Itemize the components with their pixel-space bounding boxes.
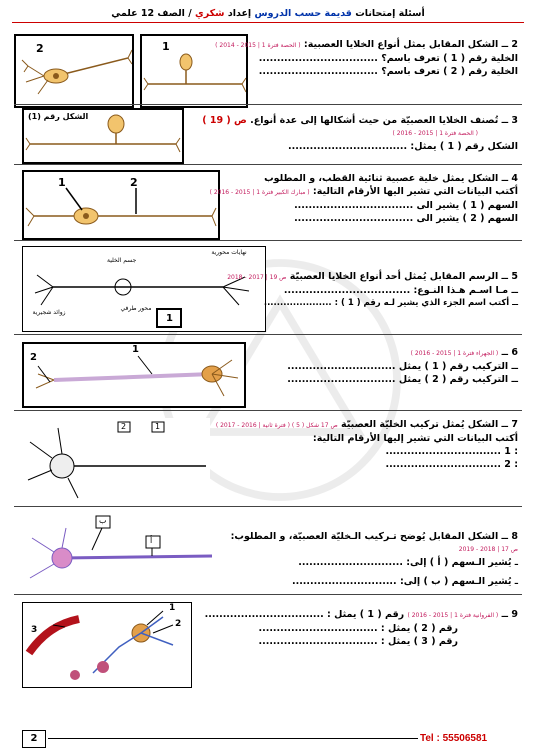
q9-ref: ( الفروانية فترة 1 | 2015 - 2016 ) <box>407 612 499 619</box>
q9-title: 9 ــ <box>501 609 518 620</box>
q9-fig-label-3: 3 <box>31 625 38 635</box>
q6-ref: ( الجهراء فترة 1 | 2015 - 2016 ) <box>410 350 499 357</box>
footer-rule <box>48 738 418 739</box>
q6-fig-label-1: 1 <box>132 344 139 355</box>
q7-line-2: : 1 ................................ <box>385 446 518 457</box>
divider <box>14 164 522 165</box>
footer-tel: Tel : 55506581 <box>420 733 488 744</box>
q2-line-1: الخلية رقم ( 1 ) تعرف باسم؟ ................................. <box>258 53 518 64</box>
q5-title: 5 ــ الرسم المقابل يُمثل أحد أنواع الخلايا العصبيّة <box>289 271 518 282</box>
q7-figure <box>22 418 210 502</box>
q9-block <box>196 608 518 648</box>
q3-figure <box>22 108 184 164</box>
q3-page-ref: ص ( 19 ) <box>202 115 247 126</box>
q2-title: 2 ــ الشكل المقابل يمثل أنواع الخلايا العصبية: <box>303 39 518 50</box>
q5-fig-label-axon-terminals: نهايات محورية <box>211 249 247 256</box>
q9-line-3: رقم ( 3 ) يمثل : ................................. <box>258 636 458 647</box>
q6-line-2: ــ التركيب رقم ( 2 ) يمثل .............................. <box>287 374 518 385</box>
q8-fig-label-b: ب <box>99 516 107 525</box>
q6-figure <box>22 342 246 408</box>
q8-fig-label-a: أ <box>150 536 153 545</box>
q4-title: 4 ــ الشكل يمثل خلية عصبية ثنائية القطب، و المطلوب <box>264 173 518 184</box>
q4-line-1: أكتب البيانات التي تشير اليها الأرقام التالية: <box>312 186 518 197</box>
q8-figure <box>22 510 218 586</box>
q5-line-1: ــ مـا اسـم هـذا النـوع: ................................... <box>283 285 518 296</box>
divider <box>14 594 522 595</box>
q8-block <box>222 530 518 588</box>
q6-line-1: ــ التركيب رقم ( 1 ) يمثل .............................. <box>287 361 518 372</box>
q8-line-1: ـ يُشير الـسهم ( أ ) إلى: ............................. <box>298 557 518 568</box>
q7-line-3: : 2 ................................ <box>385 459 518 470</box>
q6-fig-label-2: 2 <box>30 352 37 363</box>
header-grade: / الصف 12 علمي <box>111 8 192 19</box>
q2-fig-label-2: 2 <box>36 42 44 55</box>
q3-fig-label: الشكل رقم (1) <box>28 112 89 121</box>
q5-block <box>227 270 518 310</box>
q6-title: 6 ــ <box>501 347 518 358</box>
q3-block <box>190 114 518 153</box>
divider <box>14 506 522 507</box>
header-title: أسئلة إمتحانات <box>355 8 425 19</box>
q5-line-2: ــ أكتب اسم الجزء الذي يشير لـه رقم ( 1 ) : ..................... <box>263 298 518 308</box>
q2-fig-label-1: 1 <box>162 40 170 53</box>
q4-figure <box>22 170 220 240</box>
header-author: شكري <box>195 8 225 19</box>
q4-fig-label-1: 1 <box>58 176 66 189</box>
q4-block <box>209 172 518 225</box>
header-author-label: إعداد <box>227 8 252 19</box>
q8-ref: ص 17 | 2018 - 2019 <box>458 546 518 553</box>
q5-figure <box>22 246 266 332</box>
q9-fig-label-2: 2 <box>175 619 182 629</box>
q8-title: 8 ــ الشكل المقابل يُوضح تـركيب الـخليّة العصبيّة، و المطلوب: <box>230 531 518 542</box>
divider <box>14 104 522 105</box>
q6-block <box>252 346 518 386</box>
q5-fig-num-1: 1 <box>166 313 173 324</box>
q2-figure-cell-2 <box>14 34 134 108</box>
q2-ref: ( الحصة فترة 1 | 2015 - 2014 ) <box>215 42 301 49</box>
q2-block <box>215 38 518 78</box>
q7-line-1: أكتب البيانات التي تشير إليها الأرقام التالية: <box>312 433 518 444</box>
q2-line-2: الخلية رقم ( 2 ) تعرف باسم؟ ................................. <box>258 66 518 77</box>
q4-fig-label-2: 2 <box>130 176 138 189</box>
q9-fig-label-1: 1 <box>169 603 176 613</box>
q5-fig-label-peripheral-axon: محور طرفي <box>120 305 152 312</box>
divider <box>14 410 522 411</box>
divider <box>14 240 522 241</box>
q3-ref: ( الحصة فترة 1 | 2015 - 2016 ) <box>392 130 478 137</box>
page-number: 2 <box>22 730 46 748</box>
q7-block <box>212 418 518 471</box>
page-header <box>12 6 524 23</box>
q3-title: 3 ــ تُصنف الخلايا العصبيّة من حيث أشكالها إلى عدة أنواع. <box>250 115 518 126</box>
q4-ref: ( مبارك الكبير فترة 1 | 2015 - 2016 ) <box>209 189 310 196</box>
header-subtitle: قديمة حسب الدروس <box>254 8 352 19</box>
q7-fig-label-1: 1 <box>155 422 161 431</box>
q7-title: 7 ــ الشكل يُمثل تركيب الخليّة العصبيّة <box>341 419 518 430</box>
q5-fig-label-cell-body: جسم الخلية <box>107 257 137 264</box>
q8-line-2: ـ يُشير الـسهم ( ب ) إلى: ............................. <box>291 576 518 587</box>
divider <box>14 334 522 335</box>
q9-figure <box>22 602 192 688</box>
q9-line-2: رقم ( 2 ) يمثل : ................................. <box>258 623 458 634</box>
q7-fig-label-2: 2 <box>121 422 127 431</box>
q3-line-1: الشكل رقم ( 1 ) يمثل: ................................. <box>288 141 518 152</box>
q7-ref: ص 17 شكل ( 5 ) ( فترة ثانية | 2016 - 2017 ) <box>215 422 338 429</box>
q9-line-1: رقم ( 1 ) يمثل : ................................. <box>204 609 405 620</box>
q5-fig-label-dendrites: زوائد شجيرية <box>32 309 66 316</box>
q4-line-2: السهم ( 1 ) يشير الى ................................. <box>294 200 518 211</box>
q4-line-3: السهم ( 2 ) يشير الى ................................. <box>294 213 518 224</box>
q5-ref: ص 19 | 2017 - 2018 <box>227 274 287 281</box>
